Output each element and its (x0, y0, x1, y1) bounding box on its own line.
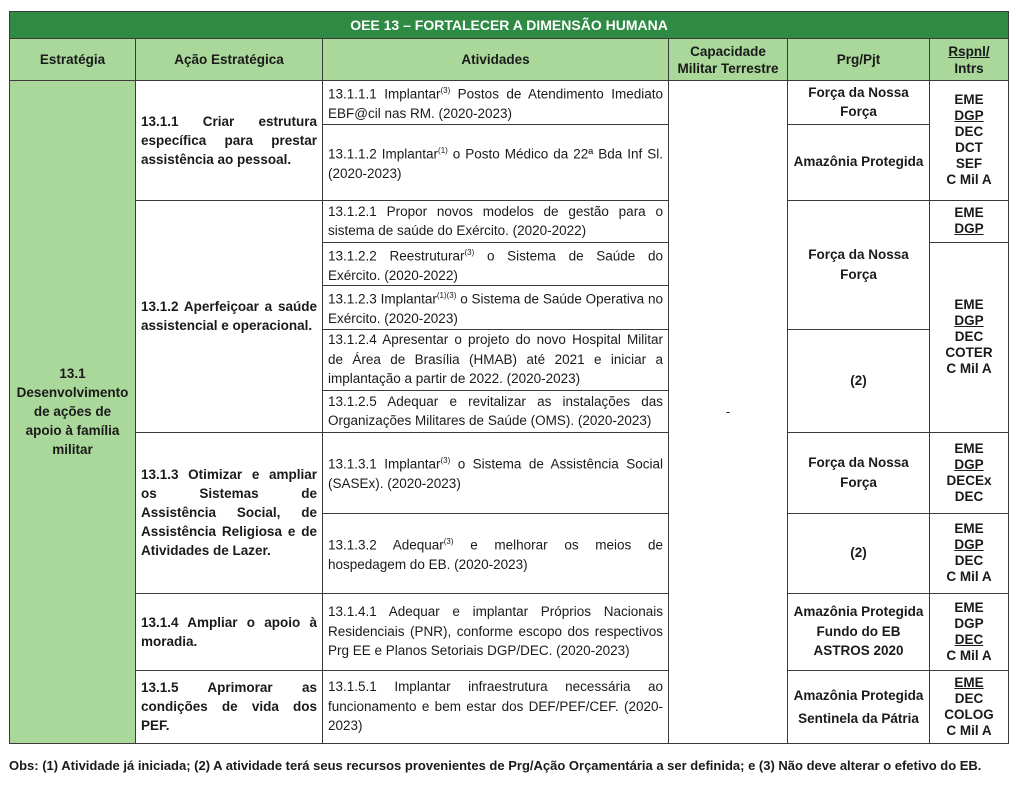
header-atividades: Atividades (323, 39, 669, 81)
estrategia-line5: militar (52, 442, 93, 458)
capacidade-cell: - (669, 81, 788, 744)
rspnl-13-1-4-1: EME DGP DEC C Mil A (930, 593, 1009, 670)
atividade-13-1-2-2: 13.1.2.2 Reestruturar$^{(3)}$ o Sistema de Saúde do Exército. (2020-2022) (323, 242, 669, 286)
atividade-13-1-1-1: 13.1.1.1 Implantar$^{(3)}$ Postos de Atendimento Imediato EBF@cil nas RM. (2020-2023) (323, 81, 669, 125)
header-capacidade-line2: Militar Terrestre (677, 60, 779, 76)
prg-13-1-2-b: (2) (788, 329, 930, 432)
atividade-13-1-1-2: 13.1.1.2 Implantar$^{(1)}$ o Posto Médico da 22ª Bda Inf Sl. (2020-2023) (323, 124, 669, 200)
header-acao-estrategica: Ação Estratégica (136, 39, 323, 81)
atividade-13-1-2-5: 13.1.2.5 Adequar e revitalizar as instalações das Organizações Militares de Saúde (OMS). (2020-2023) (323, 390, 669, 432)
estrategia-line4: apoio à família (25, 423, 120, 439)
acao-13-1-1: 13.1.1 Criar estrutura específica para prestar assistência ao pessoal. (136, 81, 323, 201)
atividade-13-1-2-4: 13.1.2.4 Apresentar o projeto do novo Hospital Militar de Área de Brasília (HMAB) até 2021 e iniciar a implantação a partir de 2022. (2020-2023) (323, 329, 669, 390)
acao-13-1-4: 13.1.4 Ampliar o apoio à moradia. (136, 593, 323, 670)
header-rspnl-intrs (930, 39, 1009, 81)
header-capacidade (669, 39, 788, 81)
prg-13-1-3-1: Força da Nossa Força (788, 432, 930, 513)
prg-13-1-2-a: Força da Nossa Força (788, 200, 930, 329)
rspnl-13-1-2-1: EME DGP (930, 200, 1009, 242)
atividade-13-1-5-1: 13.1.5.1 Implantar infraestrutura necessária ao funcionamento e bem estar dos DEF/PEF/CEF. (2020-2023) (323, 670, 669, 743)
estrategia-line1: 13.1 (59, 366, 86, 382)
atividade-13-1-2-3: 13.1.2.3 Implantar$^{(1)(3)}$ o Sistema de Saúde Operativa no Exército. (2020-2023) (323, 286, 669, 330)
atividade-13-1-3-2: 13.1.3.2 Adequar$^{(3)}$ e melhorar os meios de hospedagem do EB. (2020-2023) (323, 513, 669, 593)
atividade-13-1-2-1: 13.1.2.1 Propor novos modelos de gestão para o sistema de saúde do Exército. (2020-2022) (323, 200, 669, 242)
acao-13-1-2: 13.1.2 Aperfeiçoar a saúde assistencial e operacional. (136, 200, 323, 432)
rspnl-13-1-3-2: EME DGP DEC C Mil A (930, 513, 1009, 593)
rspnl-13-1-3-1: EME DGP DECEx DEC (930, 432, 1009, 513)
atividade-13-1-3-1: 13.1.3.1 Implantar$^{(3)}$ o Sistema de Assistência Social (SASEx). (2020-2023) (323, 432, 669, 513)
rspnl-13-1-1: EME DGP DEC DCT SEF C Mil A (930, 81, 1009, 201)
estrategia-line2: Desenvolvimento (16, 385, 129, 401)
prg-13-1-4-1: Amazônia Protegida Fundo do EB ASTROS 2020 (788, 593, 930, 670)
footnote-obs: Obs: (1) Atividade já iniciada; (2) A atividade terá seus recursos provenientes de Prg/Ação Orçamentária a ser definida; e (3) Não deve alterar o efetivo do EB. (9, 758, 982, 773)
header-rspnl-line1: Rspnl/ (948, 43, 990, 59)
header-capacidade-line1: Capacidade (690, 43, 766, 59)
prg-13-1-5-1: Amazônia Protegida Sentinela da Pátria (788, 670, 930, 743)
prg-13-1-3-2: (2) (788, 513, 930, 593)
prg-13-1-1-1: Força da Nossa Força (788, 81, 930, 125)
table-header-row (10, 39, 1009, 81)
header-prg-pjt: Prg/Pjt (788, 39, 930, 81)
atividade-13-1-4-1: 13.1.4.1 Adequar e implantar Próprios Nacionais Residenciais (PNR), conforme escopo dos respectivos Prg EE e Planos Setoriais DGP/DEC. (2020-2023) (323, 593, 669, 670)
header-estrategia: Estratégia (10, 39, 136, 81)
rspnl-13-1-5-1: EME DEC COLOG C Mil A (930, 670, 1009, 743)
estrategia-cell (10, 81, 136, 744)
strategic-plan-table (9, 11, 1009, 744)
acao-13-1-5: 13.1.5 Aprimorar as condições de vida dos PEF. (136, 670, 323, 743)
acao-13-1-3: 13.1.3 Otimizar e ampliar os Sistemas de Assistência Social, de Assistência Religiosa e de Atividades de Lazer. (136, 432, 323, 593)
table-banner-title: OEE 13 – FORTALECER A DIMENSÃO HUMANA (10, 12, 1009, 39)
prg-13-1-1-2: Amazônia Protegida (788, 124, 930, 200)
rspnl-13-1-2-b: EME DGP DEC COTER C Mil A (930, 242, 1009, 432)
header-rspnl-line2: Intrs (954, 60, 984, 76)
estrategia-line3: de ações de (33, 404, 112, 420)
